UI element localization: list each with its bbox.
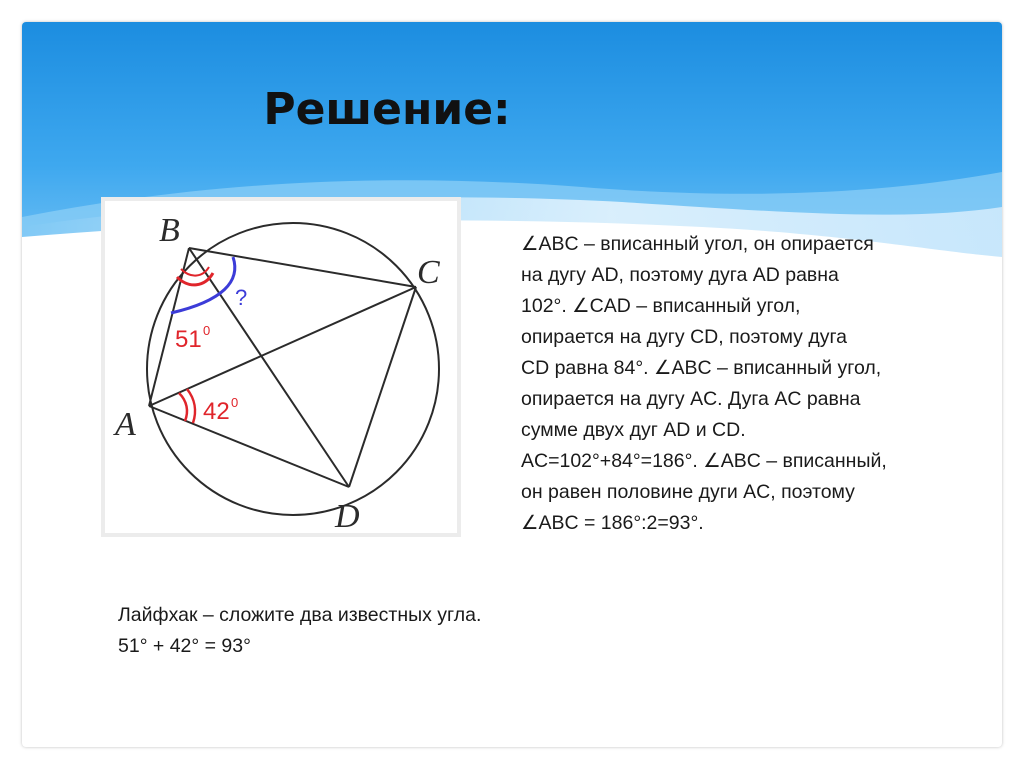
unknown-angle-label: ? [235,285,248,310]
angle-a-arc [179,393,187,421]
slide [22,22,1002,747]
segment-da [149,406,349,487]
solution-text [521,229,961,539]
point-label-a: A [115,406,136,443]
angle-a-value: 42 [203,398,230,425]
solution-line: сумме двух дуг AD и CD. [521,419,746,441]
lifehack-sum: 51° + 42° = 93° [118,635,251,657]
solution-line: AC=102°+84°=186°. ∠ABC – вписанный, [521,450,887,472]
solution-line: на дугу AD, поэтому дуга AD равна [521,264,839,286]
solution-line: CD равна 84°. ∠ABC – вписанный угол, [521,357,882,379]
angle-a-arc-inner [187,389,195,423]
solution-line: опирается на дугу CD, поэтому дуга [521,326,847,348]
lifehack-line: Лайфхак – сложите два известных угла. [118,604,482,626]
angle-b-arc-inner [181,267,209,276]
solution-line: 102°. ∠CAD – вписанный угол, [521,295,801,317]
lifehack-note [118,600,638,662]
solution-line: ∠ABC = 186°:2=93°. [521,512,704,534]
point-label-c: C [417,254,440,291]
point-label-b: B [159,212,180,249]
solution-line: ∠ABC – вписанный угол, он опирается [521,233,874,255]
diagonal-bd [189,248,349,487]
angle-a-degree: 0 [231,395,239,410]
slide-title: Решение: [263,84,511,135]
circle-diagram [105,201,457,533]
angle-b-degree: 0 [203,323,211,338]
segment-cd [349,287,416,487]
solution-line: опирается на дугу AC. Дуга AC равна [521,388,861,410]
geometry-figure [101,197,461,537]
angle-b-value: 51 [175,326,202,353]
point-label-d: D [335,498,360,533]
solution-line: он равен половине дуги AC, поэтому [521,481,855,503]
